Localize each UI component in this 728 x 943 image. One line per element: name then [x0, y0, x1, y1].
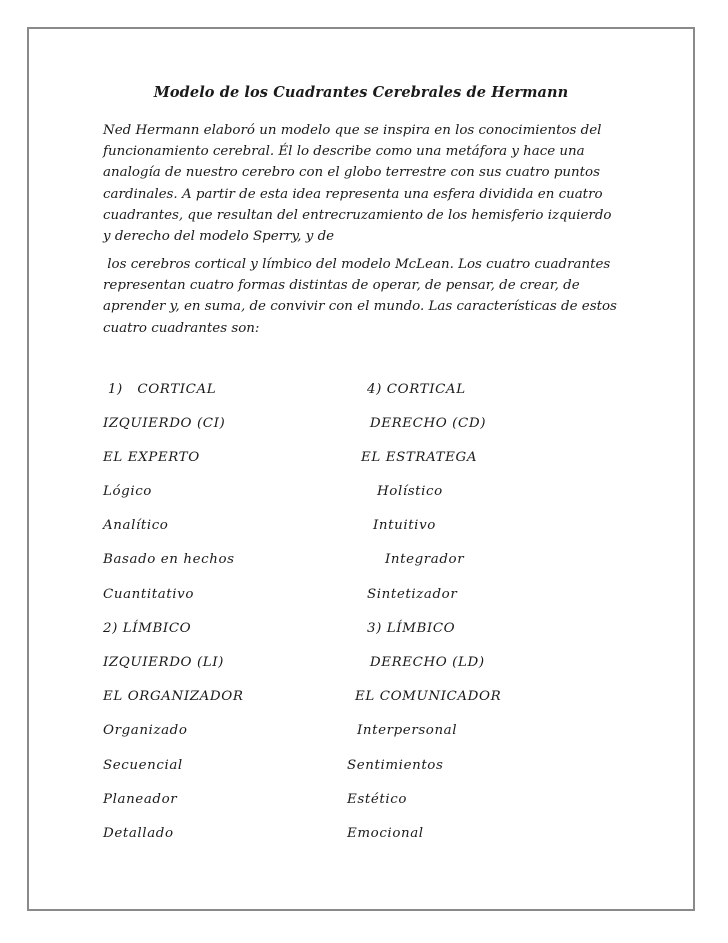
right-quadrant-cell: Intuitivo — [373, 518, 436, 533]
quadrant-row — [103, 621, 663, 643]
left-quadrant-cell: Planeador — [103, 792, 178, 807]
left-quadrant-cell: Organizado — [103, 723, 188, 738]
quadrant-row — [103, 655, 663, 677]
right-quadrant-cell: DERECHO (LD) — [365, 655, 485, 670]
left-quadrant-cell: IZQUIERDO (CI) — [103, 416, 226, 431]
left-quadrant-cell: Cuantitativo — [103, 587, 194, 602]
left-quadrant-cell: EL ORGANIZADOR — [103, 689, 244, 704]
left-quadrant-cell: 1) CORTICAL — [103, 382, 217, 397]
right-quadrant-cell: Holístico — [377, 484, 443, 499]
right-quadrant-cell: Sintetizador — [367, 587, 458, 602]
right-quadrant-cell: Interpersonal — [357, 723, 458, 738]
right-quadrant-cell: DERECHO (CD) — [365, 416, 487, 431]
quadrant-row — [103, 518, 663, 540]
quadrant-row — [103, 723, 663, 745]
quadrant-row — [103, 450, 663, 472]
continuation-paragraph: los cerebros cortical y límbico del modelo McLean. Los cuatro cuadrantes representan cuatro formas distintas de operar, de pensar, de crear, de aprender y, en suma, de convivir con el mundo. Las características de estos cuatro cuadrantes son: — [103, 257, 617, 336]
left-quadrant-cell: EL EXPERTO — [103, 450, 200, 465]
right-quadrant-cell: Estético — [347, 792, 407, 807]
left-quadrant-cell: Secuencial — [103, 758, 183, 773]
left-quadrant-cell: Detallado — [103, 826, 174, 841]
right-quadrant-cell: Integrador — [385, 552, 465, 567]
intro-paragraph: Ned Hermann elaboró un modelo que se inspira en los conocimientos del funcionamiento cerebral. Él lo describe como una metáfora y hace una analogía de nuestro cerebro con el globo terrestre con sus cuatro puntos cardinales. A partir de esta idea representa una esfera dividida en cuatro cuadrantes, que resultan del entrecruzamiento de los hemisferio izquierdo y derecho del modelo Sperry, y de — [103, 123, 612, 245]
quadrant-row — [103, 792, 663, 814]
left-quadrant-cell: Basado en hechos — [103, 552, 235, 567]
quadrant-row — [103, 552, 663, 574]
document-title: Modelo de los Cuadrantes Cerebrales de Hermann — [153, 84, 569, 101]
quadrant-row — [103, 758, 663, 780]
right-quadrant-cell: 3) LÍMBICO — [367, 621, 456, 636]
document-page — [27, 27, 695, 911]
right-quadrant-cell: EL COMUNICADOR — [355, 689, 502, 704]
left-quadrant-cell: Lógico — [103, 484, 152, 499]
left-quadrant-cell: Analítico — [103, 518, 169, 533]
quadrant-row — [103, 689, 663, 711]
right-quadrant-cell: 4) CORTICAL — [367, 382, 466, 397]
quadrant-row — [103, 382, 663, 404]
quadrant-row — [103, 484, 663, 506]
right-quadrant-cell: Emocional — [347, 826, 424, 841]
right-quadrant-cell: EL ESTRATEGA — [361, 450, 478, 465]
quadrant-row — [103, 826, 663, 848]
left-quadrant-cell: 2) LÍMBICO — [103, 621, 192, 636]
right-quadrant-cell: Sentimientos — [347, 758, 444, 773]
quadrant-row — [103, 416, 663, 438]
left-quadrant-cell: IZQUIERDO (LI) — [103, 655, 225, 670]
quadrant-row — [103, 587, 663, 609]
